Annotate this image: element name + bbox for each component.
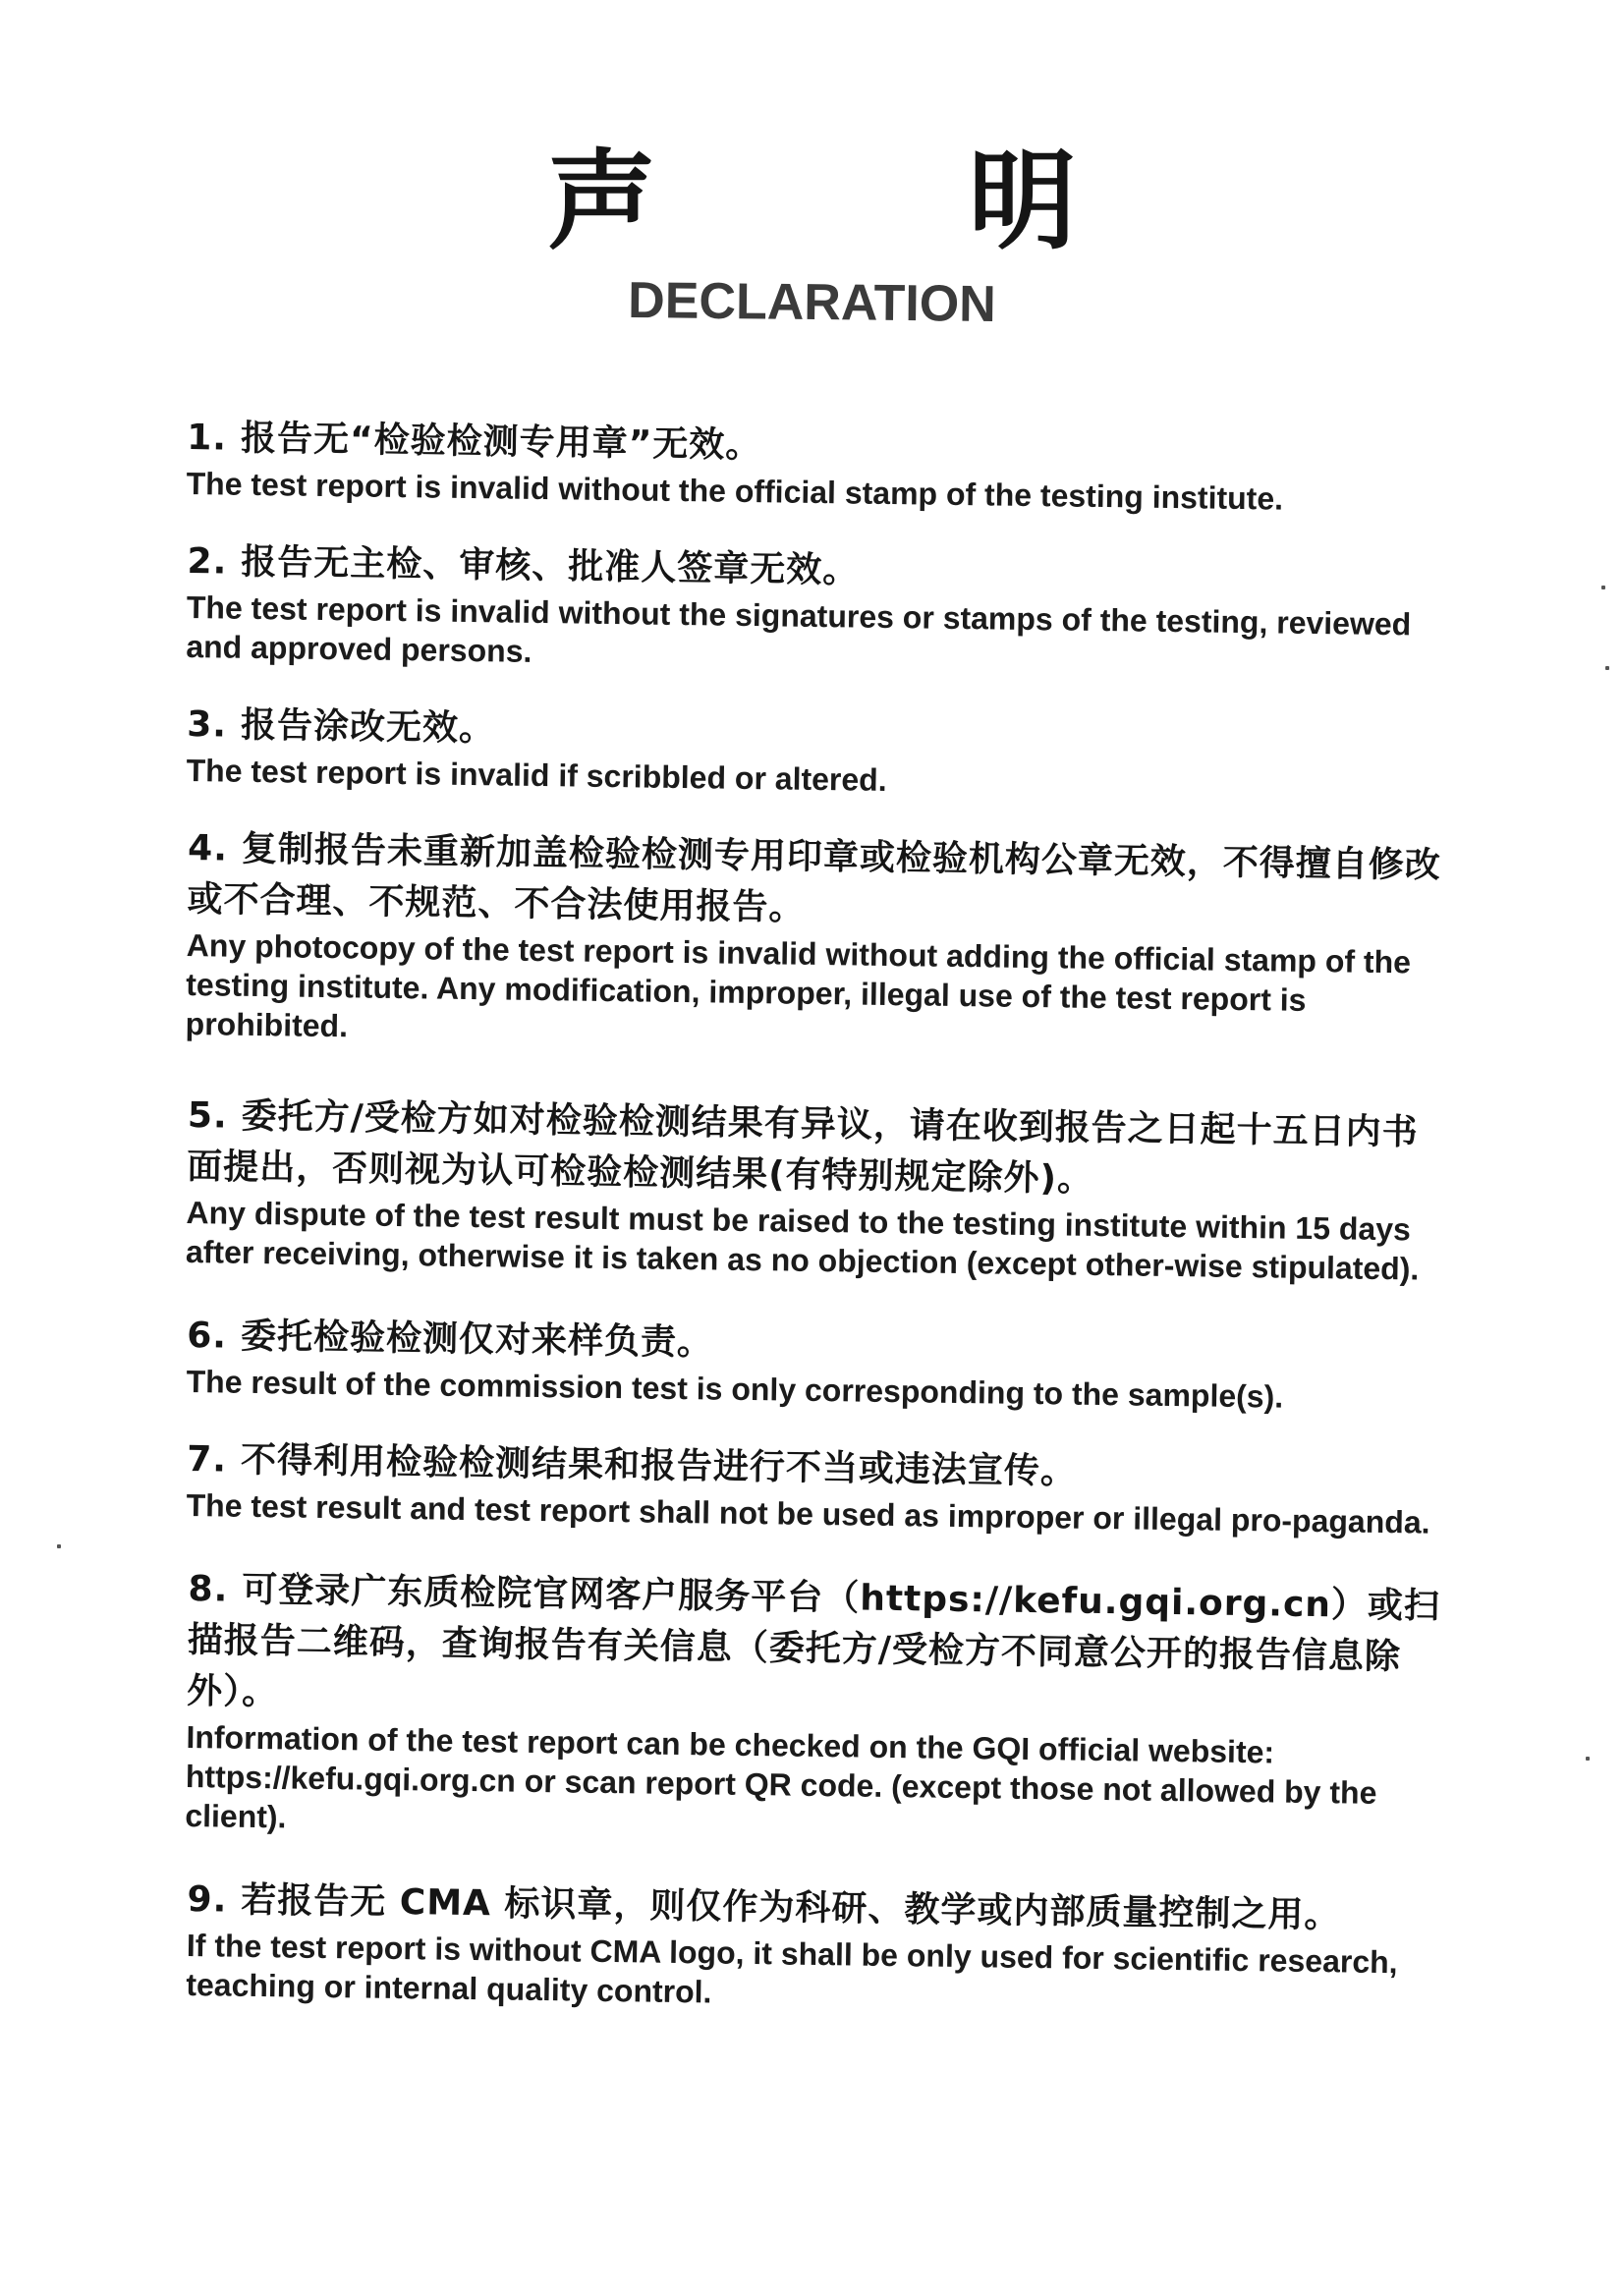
declaration-item-8 [185,1564,1446,1853]
item-number: 5. [187,1095,228,1137]
item-text-en: If the test report is without CMA logo, it shall be only used for scientific research, teaching or internal quality control. [186,1928,1398,2010]
item-number: 2. [187,541,228,583]
item-text-en: Any dispute of the test result must be raised to the testing institute within 15 days after receiving, otherwise it is taken as no objection (except other-wise stipulated). [185,1194,1420,1287]
title-block [0,139,1624,333]
declaration-item-2 [186,536,1445,684]
declaration-item-4 [185,823,1445,1061]
item-number: 6. [187,1315,228,1357]
item-text-zh: 报告涂改无效。 [240,704,496,750]
item-text-zh: 可登录广东质检院官网客户服务平台（https://kefu.gqi.org.cn）或扫描报告二维码，查询报告有关信息（委托方/受检方不同意公开的报告信息除外）。 [186,1569,1441,1713]
item-text-zh: 复制报告未重新加盖检验检测专用印章或检验机构公章无效，不得擅自修改或不合理、不规范、不合法使用报告。 [187,828,1442,928]
item-text-zh: 报告无“检验检测专用章”无效。 [240,418,762,467]
page-title-en: DECLARATION [627,272,997,333]
item-text-zh: 若报告无 CMA 标识章，则仅作为科研、教学或内部质量控制之用。 [241,1879,1341,1936]
item-text-zh: 报告无主检、审核、批准人签章无效。 [241,541,860,591]
declaration-list [185,393,1444,2010]
declaration-item-6 [186,1311,1444,1419]
item-text-zh: 委托检验检测仅对来样负责。 [240,1315,714,1364]
item-text-en: Any photocopy of the test report is invalid without adding the official stamp of the testing institute. Any modification, improper, illegal use of the test report is prohibited. [185,927,1412,1044]
item-text-en: Information of the test report can be checked on the GQI official website: https://kefu.gqi.org.cn or scan report QR code. (except those not allowed by the client). [185,1718,1377,1835]
item-text-zh: 委托方/受检方如对检验检测结果有异议，请在收到报告之日起十五日内书面提出，否则视为认可检验检测结果(有特别规定除外)。 [186,1095,1419,1200]
scan-speck [1601,586,1605,589]
item-text-en: The result of the commission test is only corresponding to the sample(s). [186,1363,1284,1415]
item-text-en: The test report is invalid without the signatures or stamps of the testing, reviewed and approved persons. [186,589,1412,669]
scan-speck [1605,666,1609,670]
item-number: 9. [187,1879,228,1921]
declaration-item-5 [186,1091,1445,1289]
item-text-en: The test report is invalid without the official stamp of the testing institute. [186,465,1284,517]
scan-speck [57,1544,61,1548]
declaration-item-1 [186,413,1444,521]
scan-speck [1586,1757,1590,1761]
declaration-item-7 [186,1434,1444,1542]
declaration-item-9 [186,1875,1445,2022]
item-text-en: The test report is invalid if scribbled or altered. [186,752,887,798]
item-number: 4. [187,828,229,869]
item-number: 8. [188,1569,229,1610]
item-text-en: The test result and test report shall not be used as improper or illegal pro-paganda. [186,1486,1430,1540]
declaration-item-3 [186,700,1444,808]
item-number: 7. [187,1439,228,1481]
page-title-zh: 声 明 [547,139,1214,264]
item-number: 3. [187,704,228,746]
item-number: 1. [187,418,228,459]
item-text-zh: 不得利用检验检测结果和报告进行不当或违法宣传。 [240,1439,1078,1492]
